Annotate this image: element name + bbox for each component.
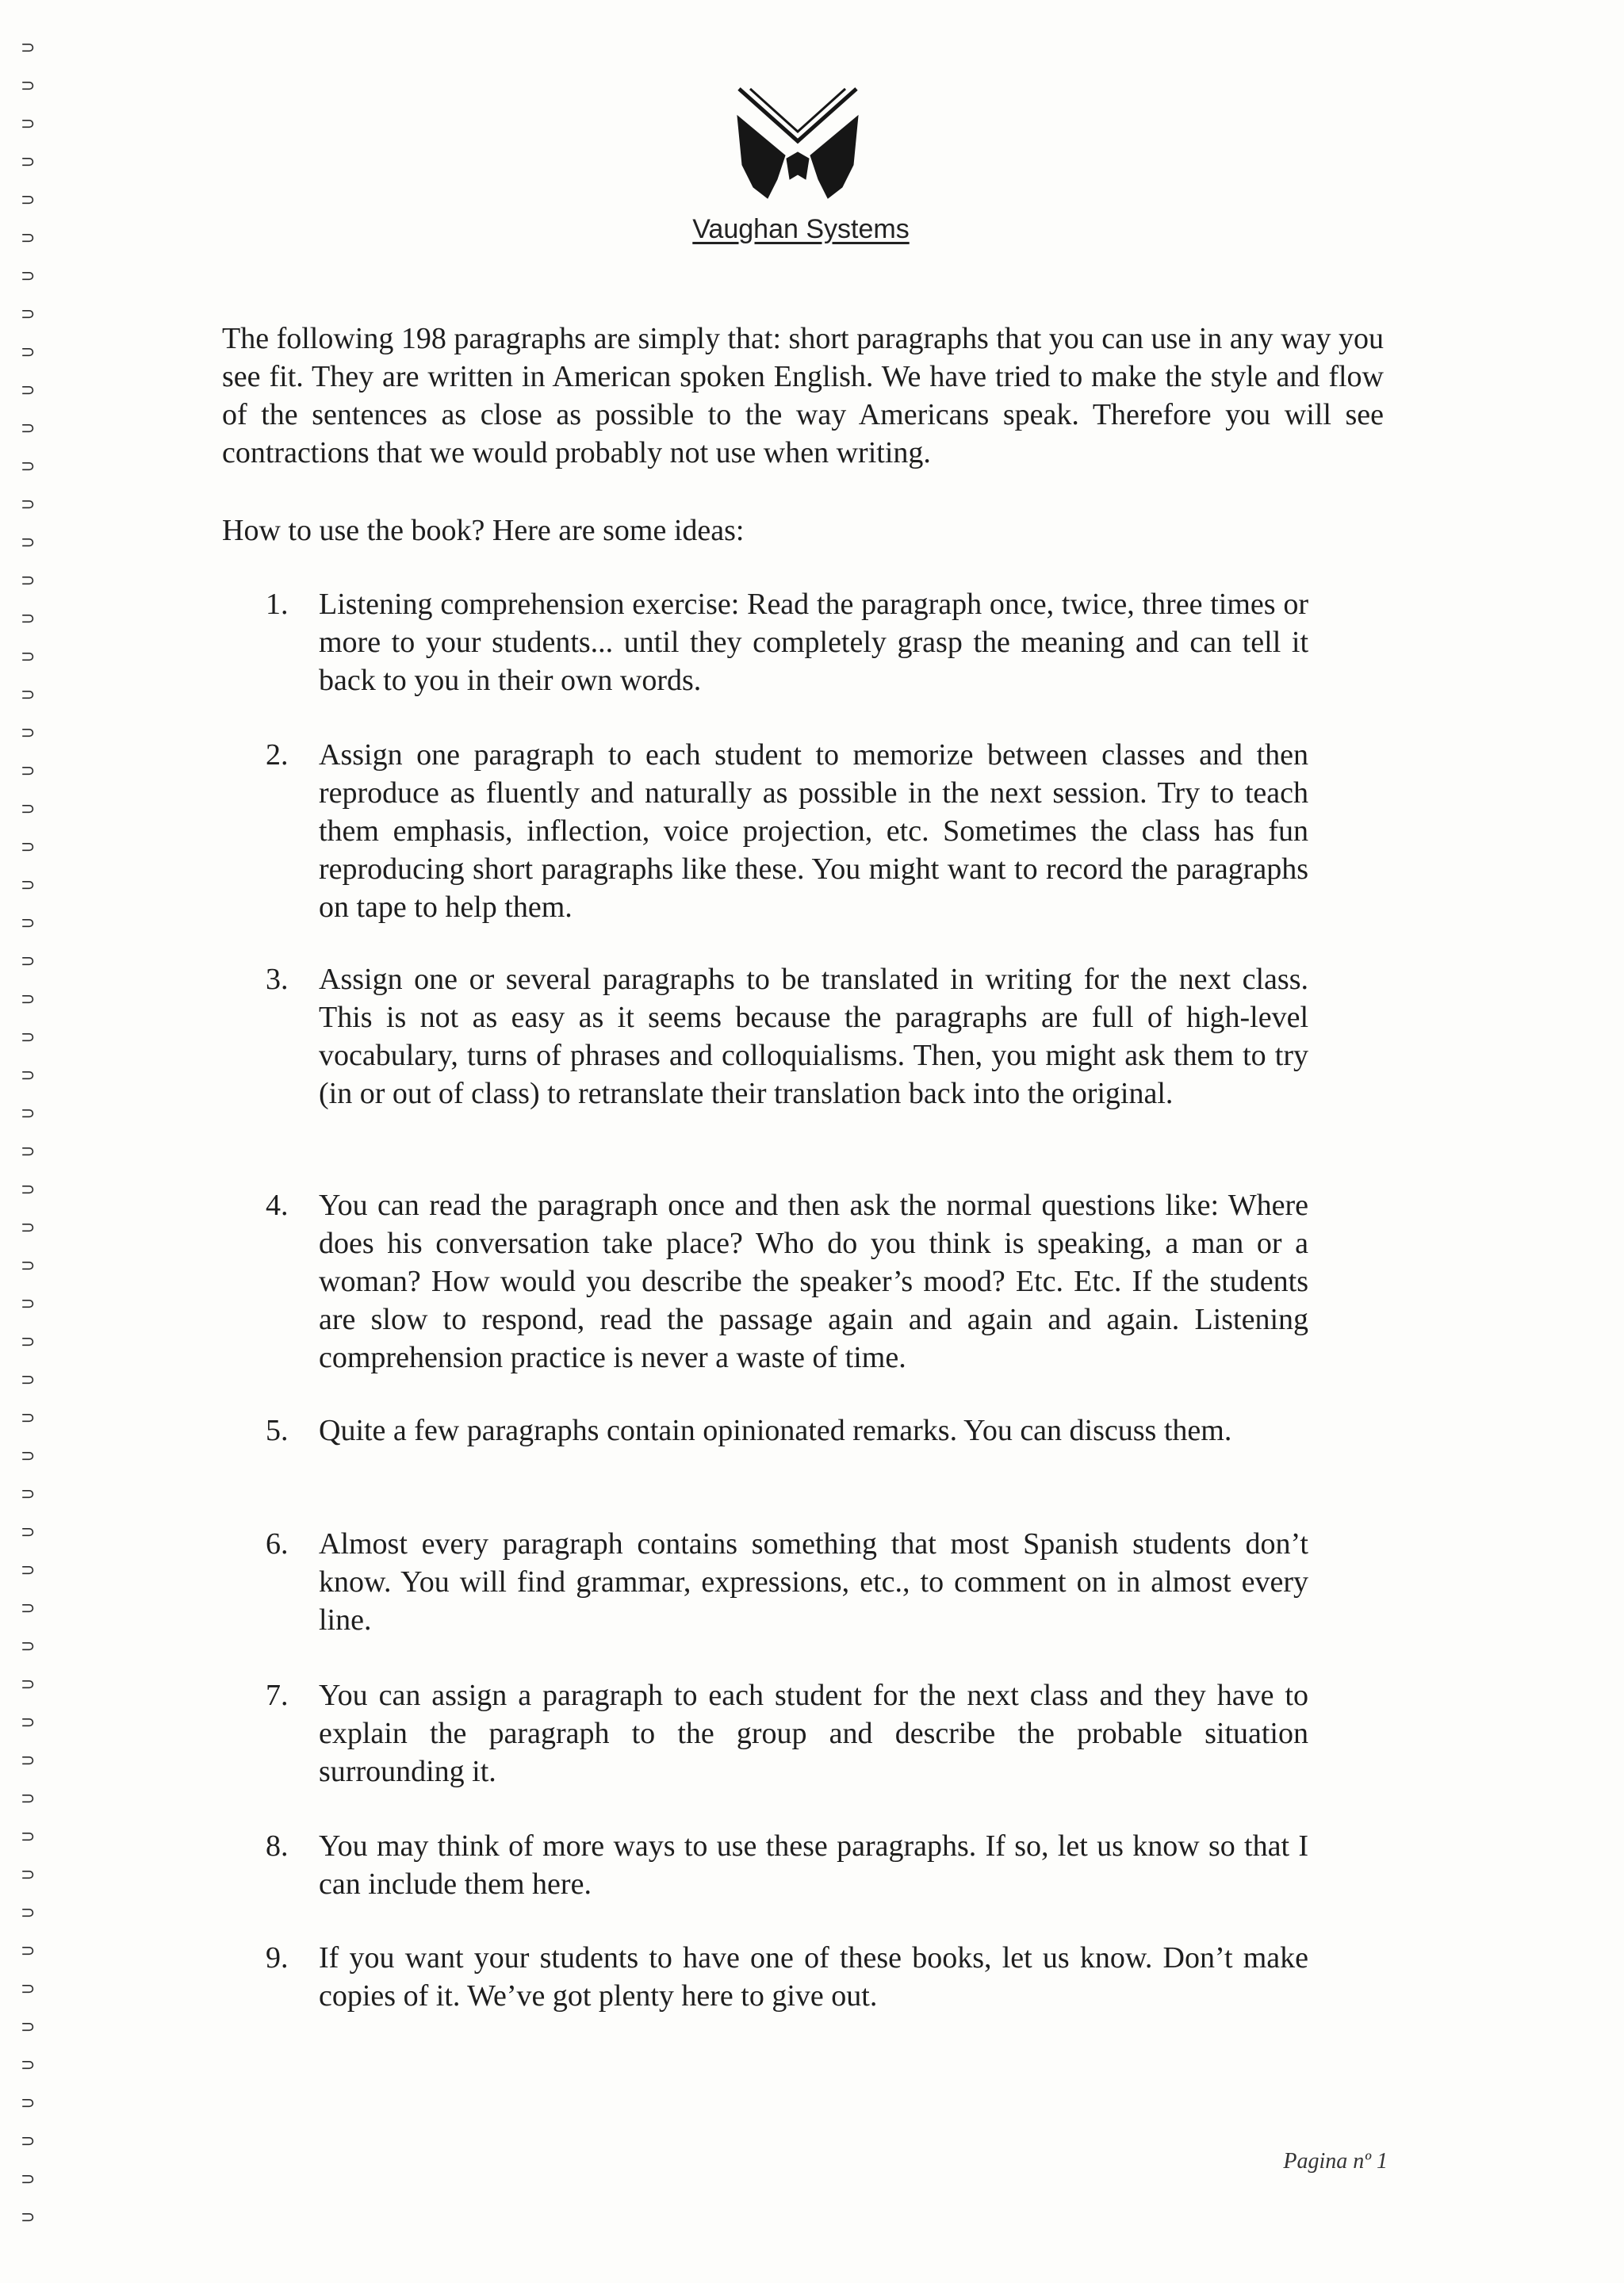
list-item [266, 1939, 1308, 2015]
binding-hole-icon: ⊃ [21, 1446, 36, 1466]
binding-hole-icon: ⊃ [21, 1599, 36, 1618]
binding-hole-icon: ⊃ [21, 1180, 36, 1200]
list-item-number: 6. [266, 1527, 289, 1561]
binding-hole-icon: ⊃ [21, 1484, 36, 1504]
list-item-text: You can read the paragraph once and then ask the normal questions like: Where does his conversation take place? Who do you think is speaking, a man or a woman? How would you describe the speaker’s mood? Etc. Etc. If the students are slow to respond, read the passage again and again and again. Listening comprehension practice is never a waste of time. [319, 1189, 1308, 1374]
binding-hole-icon: ⊃ [21, 609, 36, 629]
binding-hole-icon: ⊃ [21, 1408, 36, 1428]
binding-hole-icon: ⊃ [21, 190, 36, 210]
list-item-number: 4. [266, 1189, 289, 1222]
list-item [266, 736, 1308, 926]
binding-hole-icon: ⊃ [21, 1332, 36, 1352]
binding-hole-icon: ⊃ [21, 343, 36, 362]
binding-hole-icon: ⊃ [21, 305, 36, 324]
binding-hole-icon: ⊃ [21, 2170, 36, 2189]
binding-hole-icon: ⊃ [21, 1713, 36, 1733]
binding-hole-icon: ⊃ [21, 457, 36, 477]
list-item-text: You may think of more ways to use these paragraphs. If so, let us know so that I can include them here. [319, 1829, 1308, 1901]
binding-hole-icon: ⊃ [21, 990, 36, 1009]
list-item-number: 5. [266, 1414, 289, 1447]
binding-hole-icon: ⊃ [21, 2055, 36, 2075]
list-item-number: 8. [266, 1829, 289, 1863]
binding-hole-icon: ⊃ [21, 1294, 36, 1314]
binding-hole-icon: ⊃ [21, 723, 36, 743]
vaughan-systems-logo [736, 86, 860, 206]
ideas-heading: How to use the book? Here are some ideas: [222, 514, 745, 547]
binding-hole-icon: ⊃ [21, 1256, 36, 1276]
binding-hole-icon: ⊃ [21, 2093, 36, 2113]
company-name: Vaughan Systems [692, 214, 910, 244]
binding-hole-icon: ⊃ [21, 2208, 36, 2227]
binding-hole-icon: ⊃ [21, 381, 36, 400]
binding-hole-icon: ⊃ [21, 799, 36, 819]
list-item-number: 9. [266, 1941, 289, 1975]
binding-hole-icon: ⊃ [21, 837, 36, 857]
list-item [266, 1186, 1308, 1377]
binding-hole-icon: ⊃ [21, 1142, 36, 1162]
binding-hole-icon: ⊃ [21, 1218, 36, 1238]
binding-hole-icon: ⊃ [21, 571, 36, 591]
binding-hole-icon: ⊃ [21, 1827, 36, 1847]
binding-hole-icon: ⊃ [21, 685, 36, 705]
list-item [266, 1525, 1308, 1639]
list-item-number: 7. [266, 1679, 289, 1712]
list-item-text: You can assign a paragraph to each student for the next class and they have to explain the paragraph to the group and describe the probable situation surrounding it. [319, 1679, 1308, 1788]
list-item-text: Assign one paragraph to each student to memorize between classes and then reproduce as fluently and naturally as possible in the next session. Try to teach them emphasis, inflection, voice projection, etc. Sometimes the class has fun reproducing short paragraphs like these. You might want to record the paragraphs on tape to help them. [319, 738, 1308, 924]
list-item-text: Listening comprehension exercise: Read the paragraph once, twice, three times or more to your students... until they completely grasp the meaning and can tell it back to you in their own words. [319, 588, 1308, 697]
binding-hole-icon: ⊃ [21, 761, 36, 781]
binding-hole-icon: ⊃ [21, 38, 36, 58]
binding-hole-icon: ⊃ [21, 1561, 36, 1580]
list-item [266, 1412, 1308, 1450]
binding-hole-icon: ⊃ [21, 2132, 36, 2151]
list-item [266, 960, 1308, 1113]
spiral-binding [21, 40, 44, 2260]
intro-paragraph: The following 198 paragraphs are simply that: short paragraphs that you can use in any way you see fit. They are written in American spoken English. We have tried to make the style and flow of the sentences as close as possible to the way Americans speak. Therefore you will see contractions that we would probably not use when writing. [222, 322, 1384, 469]
binding-hole-icon: ⊃ [21, 533, 36, 553]
list-item-text: Assign one or several paragraphs to be translated in writing for the next class. This is not as easy as it seems because the paragraphs are full of high-level vocabulary, turns of phrases and colloquialisms. Then, you might ask them to try (in or out of class) to retranslate their translation back into the original. [319, 963, 1308, 1110]
binding-hole-icon: ⊃ [21, 419, 36, 439]
list-item [266, 1676, 1308, 1791]
page-number: Pagina nº 1 [1283, 2149, 1388, 2174]
binding-hole-icon: ⊃ [21, 152, 36, 172]
list-item [266, 1827, 1308, 1903]
binding-hole-icon: ⊃ [21, 76, 36, 96]
binding-hole-icon: ⊃ [21, 1104, 36, 1124]
list-item-number: 1. [266, 588, 289, 621]
binding-hole-icon: ⊃ [21, 1637, 36, 1657]
binding-hole-icon: ⊃ [21, 1903, 36, 1923]
binding-hole-icon: ⊃ [21, 1865, 36, 1885]
list-item [266, 585, 1308, 699]
binding-hole-icon: ⊃ [21, 875, 36, 895]
binding-hole-icon: ⊃ [21, 1066, 36, 1086]
binding-hole-icon: ⊃ [21, 495, 36, 515]
list-item-text: Almost every paragraph contains something that most Spanish students don’t know. You will find grammar, expressions, etc., to comment on in almost every line. [319, 1527, 1308, 1637]
binding-hole-icon: ⊃ [21, 914, 36, 933]
list-item-number: 2. [266, 738, 289, 772]
binding-hole-icon: ⊃ [21, 1751, 36, 1771]
binding-hole-icon: ⊃ [21, 952, 36, 971]
binding-hole-icon: ⊃ [21, 1941, 36, 1961]
binding-hole-icon: ⊃ [21, 1028, 36, 1048]
list-item-text: Quite a few paragraphs contain opinionated remarks. You can discuss them. [319, 1414, 1232, 1447]
binding-hole-icon: ⊃ [21, 2017, 36, 2037]
binding-hole-icon: ⊃ [21, 1789, 36, 1809]
binding-hole-icon: ⊃ [21, 1523, 36, 1542]
list-item-text: If you want your students to have one of these books, let us know. Don’t make copies of it. We’ve got plenty here to give out. [319, 1941, 1308, 2013]
binding-hole-icon: ⊃ [21, 1979, 36, 1999]
binding-hole-icon: ⊃ [21, 1370, 36, 1390]
binding-hole-icon: ⊃ [21, 228, 36, 248]
binding-hole-icon: ⊃ [21, 266, 36, 286]
binding-hole-icon: ⊃ [21, 114, 36, 134]
binding-hole-icon: ⊃ [21, 647, 36, 667]
list-item-number: 3. [266, 963, 289, 996]
binding-hole-icon: ⊃ [21, 1675, 36, 1695]
